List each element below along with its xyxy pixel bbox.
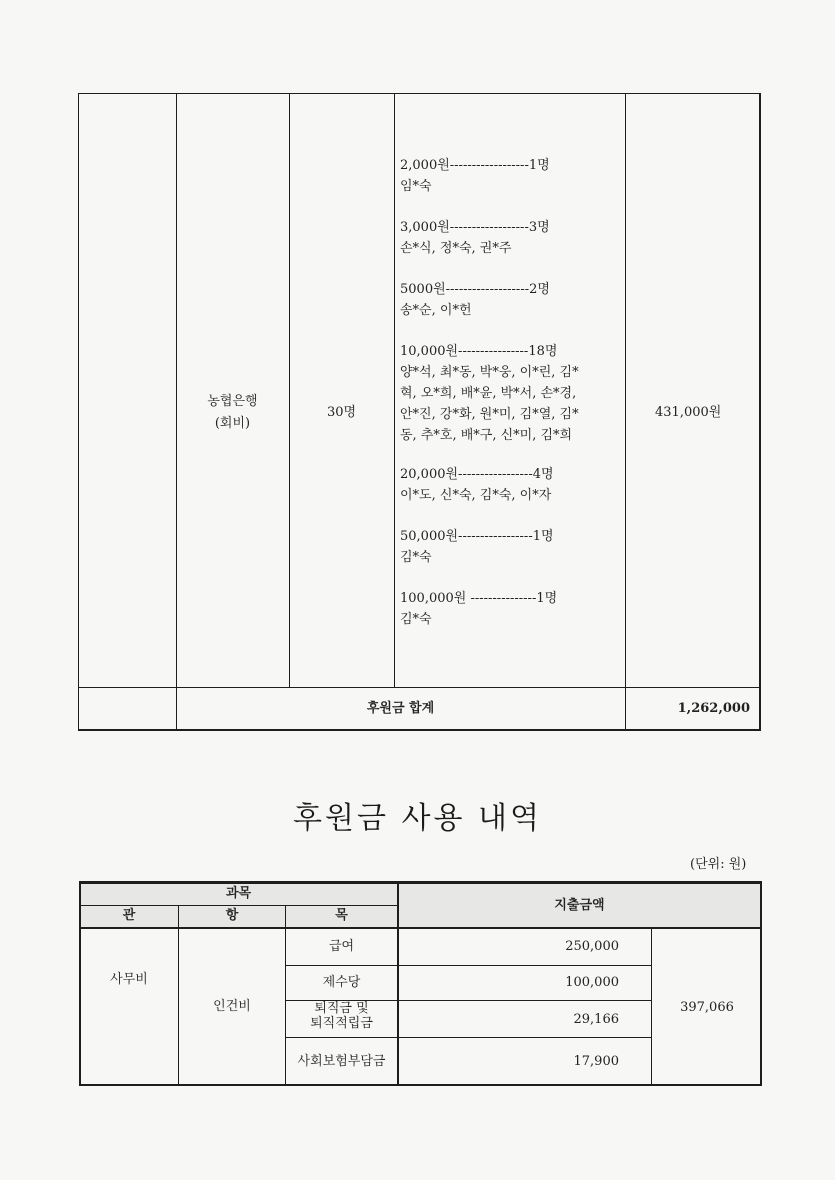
row-line-3 (285, 1037, 651, 1038)
col-divider-2 (289, 93, 290, 687)
col-divider-3 (394, 93, 395, 687)
usage-col-1 (178, 905, 179, 1085)
gwan-value: 사무비 (110, 972, 148, 987)
table-border-right (759, 93, 761, 731)
group-names: 양*석, 최*동, 박*웅, 이*린, 김* (400, 365, 579, 380)
usage-border-right (760, 881, 762, 1086)
header-hang: 항 (225, 908, 239, 923)
donation-group (400, 155, 550, 197)
table-border-top (78, 93, 760, 94)
amount-allowance: 100,000 (565, 975, 619, 990)
person-count: 30명 (326, 405, 357, 420)
group-header: 10,000원----------------18명 (400, 344, 558, 359)
donation-group (400, 341, 579, 446)
table-border-mid (78, 687, 760, 688)
group-names: 이*도, 신*숙, 김*숙, 이*자 (400, 488, 552, 503)
amount-insurance: 17,900 (573, 1054, 619, 1069)
group-names: 임*숙 (400, 179, 432, 194)
donation-group (400, 588, 557, 630)
col-divider-1 (176, 93, 177, 731)
col-divider-4 (625, 93, 626, 731)
mok-severance-line2: 퇴직적립금 (310, 1016, 373, 1031)
hang-value: 인건비 (213, 999, 251, 1014)
usage-header-bottom (79, 927, 762, 929)
group-names: 동, 추*호, 배*구, 신*미, 김*희 (400, 428, 573, 443)
donation-group (400, 217, 550, 259)
table-border-bottom (78, 729, 760, 731)
group-names: 손*식, 정*숙, 권*주 (400, 241, 512, 256)
mok-salary: 급여 (328, 939, 355, 954)
bank-name: 농협은행 (207, 394, 258, 409)
group-names: 안*진, 강*화, 원*미, 김*열, 김* (400, 407, 579, 422)
table-border-left (78, 93, 79, 731)
subtotal-value: 397,066 (680, 1000, 734, 1015)
group-header: 3,000원------------------3명 (400, 220, 550, 235)
total-value: 1,262,000 (677, 701, 750, 716)
mok-severance: 퇴직금 및 (314, 1001, 369, 1016)
group-header: 5000원-------------------2명 (400, 282, 550, 297)
mok-insurance: 사회보험부담금 (297, 1054, 386, 1069)
donation-amount: 431,000원 (655, 405, 722, 420)
bank-sub: (회비) (214, 416, 251, 431)
donation-group (400, 279, 550, 321)
header-category: 과목 (225, 886, 252, 901)
group-header: 100,000원 ---------------1명 (400, 591, 558, 606)
group-names: 김*숙 (400, 550, 432, 565)
group-header: 20,000원-----------------4명 (400, 467, 554, 482)
unit-label: (단위: 원) (690, 857, 747, 872)
header-mok: 목 (335, 908, 348, 923)
usage-border-bottom (79, 1084, 762, 1086)
total-label: 후원금 합계 (366, 701, 435, 716)
group-names: 김*숙 (400, 612, 432, 627)
group-names: 혁, 오*희, 배*윤, 박*서, 손*경, (400, 386, 577, 401)
group-header: 50,000원-----------------1명 (400, 529, 554, 544)
row-line-1 (285, 965, 651, 966)
header-amount: 지출금액 (554, 898, 605, 913)
donation-group (400, 464, 554, 506)
amount-severance: 29,166 (573, 1012, 619, 1027)
header-gwan: 관 (122, 908, 136, 923)
group-header: 2,000원------------------1명 (400, 158, 550, 173)
amount-salary: 250,000 (565, 939, 619, 954)
donation-group (400, 526, 554, 568)
group-names: 송*순, 이*헌 (400, 303, 472, 318)
mok-allowance: 제수당 (322, 975, 361, 990)
page-title: 후원금 사용 내역 (293, 801, 542, 836)
